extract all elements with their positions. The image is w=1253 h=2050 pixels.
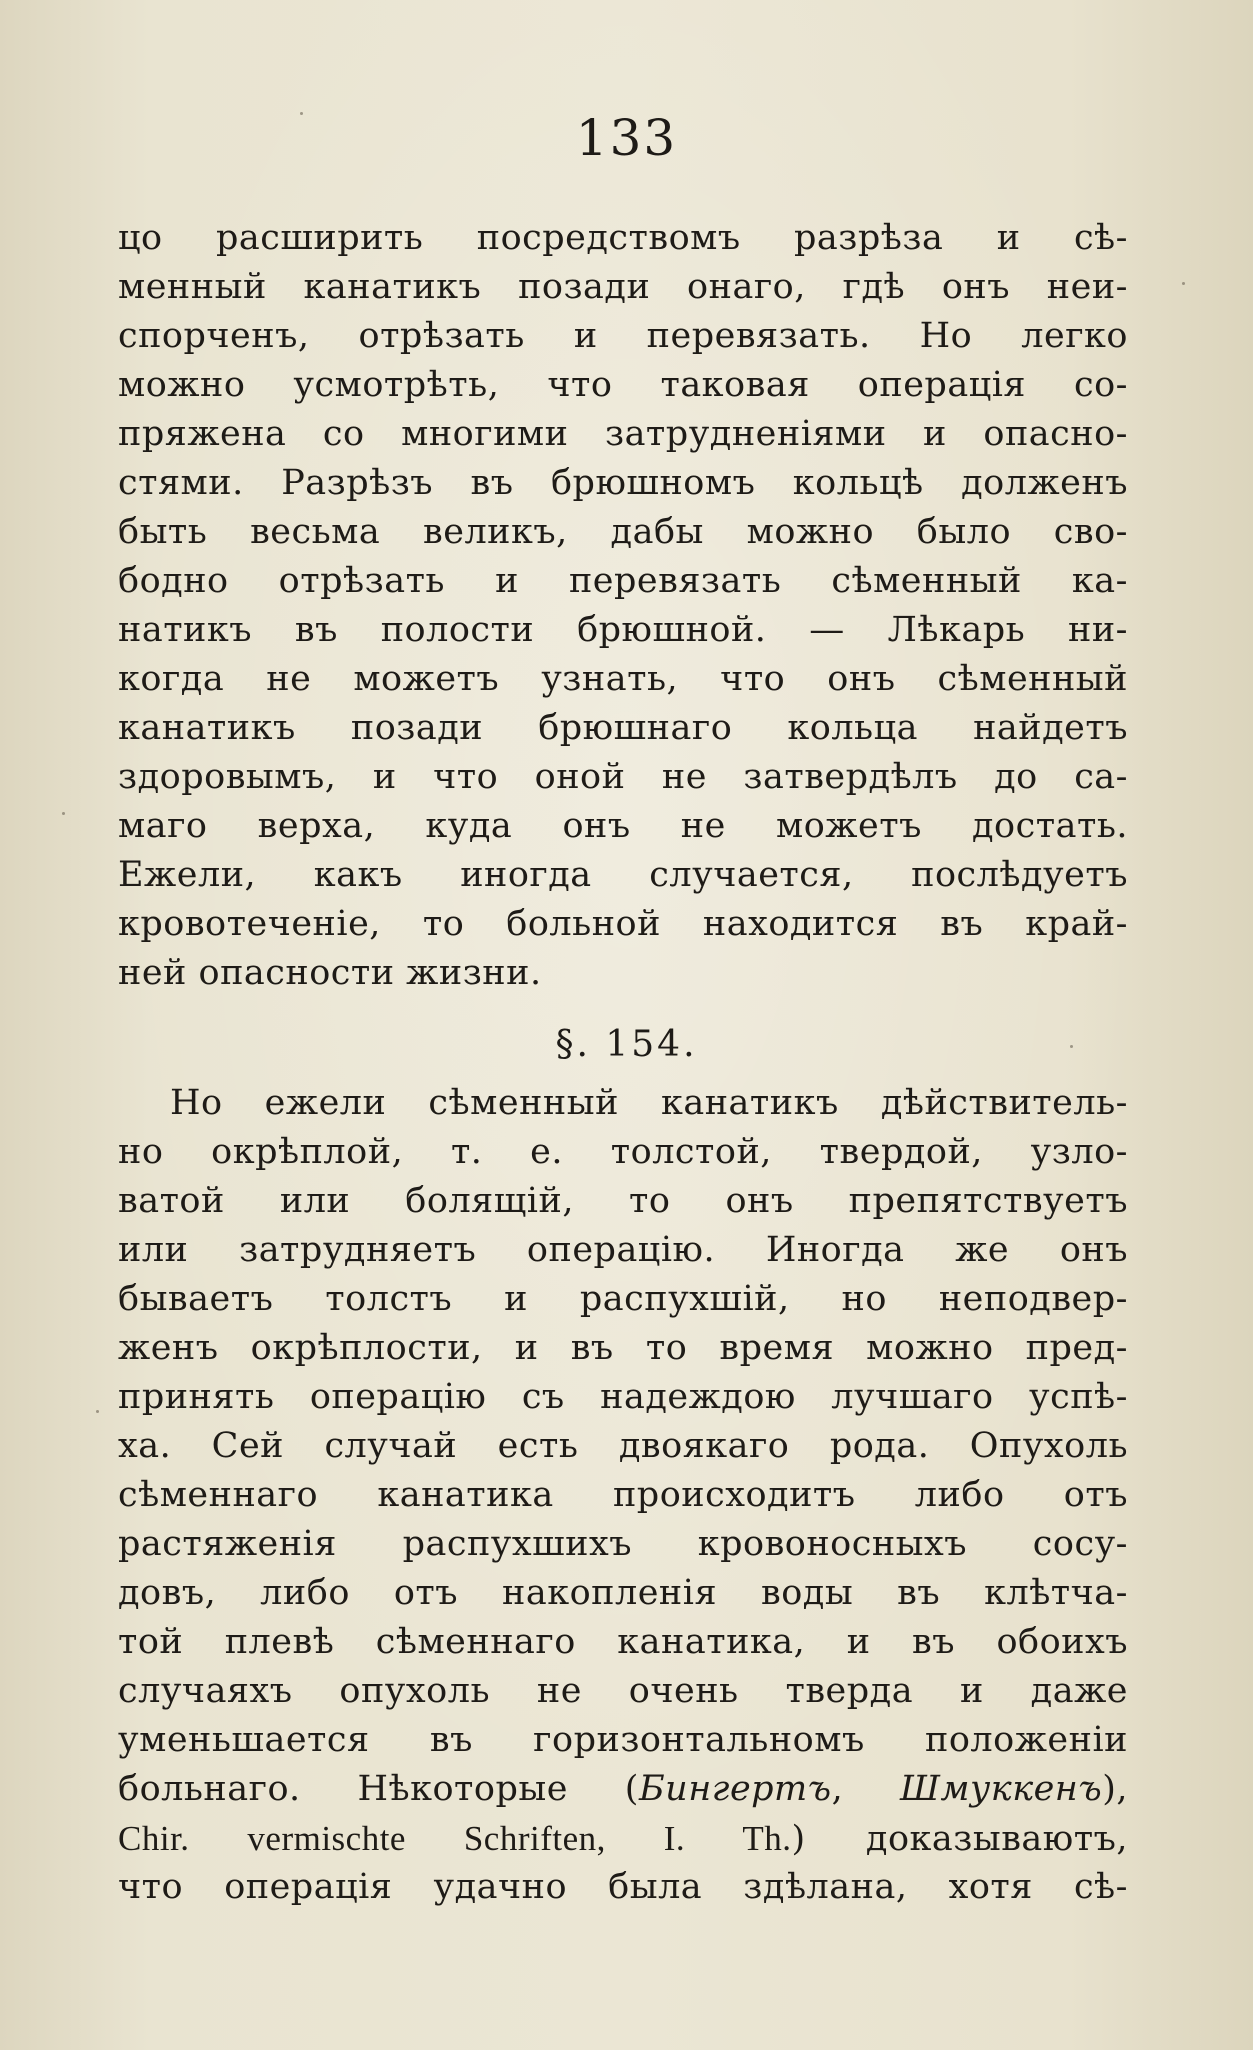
paragraph-2 [118, 1079, 1128, 1912]
text-line: ватой или болящій, то онъ препятствуетъ [118, 1181, 1128, 1221]
paper-speck [300, 112, 303, 115]
author-name: Бингертъ [638, 1769, 832, 1809]
text-line: сѣменнаго канатика происходитъ либо отъ [118, 1475, 1128, 1515]
paragraph-1 [118, 214, 1128, 998]
paper-speck [1070, 1045, 1073, 1048]
text-line: канатикъ позади брюшнаго кольца найдетъ [118, 708, 1128, 748]
latin-reference: Chir. vermischte Schriften, I. Th. [118, 1819, 792, 1858]
text-line: довъ, либо отъ накопленія воды въ клѣтча- [118, 1573, 1128, 1613]
text-line: цо расширить посредствомъ разрѣза и сѣ- [118, 218, 1128, 258]
text-line: или затрудняетъ операцію. Иногда же онъ [118, 1230, 1128, 1270]
author-name: Шмуккенъ [900, 1769, 1103, 1809]
text-line: спорченъ, отрѣзать и перевязать. Но легко [118, 316, 1128, 356]
text-line: маго верха, куда онъ не можетъ достать. [118, 806, 1128, 846]
text-line: уменьшается въ горизонтальномъ положеніи [118, 1720, 1128, 1760]
text-line: менный канатикъ позади онаго, гдѣ онъ неи- [118, 267, 1128, 307]
text-line: женъ окрѣплости, и въ то время можно пред- [118, 1328, 1128, 1368]
text-fragment: , [831, 1769, 901, 1809]
text-line: ха. Сей случай есть двоякаго рода. Опухоль [118, 1426, 1128, 1466]
text-line: растяженія распухшихъ кровоносныхъ сосу- [118, 1524, 1128, 1564]
text-line: случаяхъ опухоль не очень тверда и даже [118, 1671, 1128, 1711]
text-fragment: ), [1102, 1769, 1128, 1809]
text-line: можно усмотрѣть, что таковая операція со- [118, 365, 1128, 405]
text-line: бываетъ толстъ и распухшій, но неподвер- [118, 1279, 1128, 1319]
text-line: кровотеченіе, то больной находится въ край- [118, 904, 1128, 944]
text-line: здоровымъ, и что оной не затвердѣлъ до са- [118, 757, 1128, 797]
section-heading: §. 154. [555, 1024, 698, 1065]
text-line: когда не можетъ узнать, что онъ сѣменный [118, 659, 1128, 699]
paper-speck [62, 812, 65, 815]
text-line: принять операцію съ надеждою лучшаго успѣ- [118, 1377, 1128, 1417]
page-number: 133 [575, 109, 678, 167]
text-fragment: больнаго. Нѣкоторые ( [118, 1769, 639, 1809]
text-line: бодно отрѣзать и перевязать сѣменный ка- [118, 561, 1128, 601]
text-line: той плевѣ сѣменнаго канатика, и въ обоихъ [118, 1622, 1128, 1662]
text-line: но окрѣплой, т. е. толстой, твердой, узло- [118, 1132, 1128, 1172]
text-line: быть весьма великъ, дабы можно было сво- [118, 512, 1128, 552]
text-line-with-reference [118, 1814, 1128, 1863]
text-line: стями. Разрѣзъ въ брюшномъ кольцѣ долженъ [118, 463, 1128, 503]
text-line-with-citation [118, 1765, 1128, 1814]
text-line: Но ежели сѣменный канатикъ дѣйствитель- [170, 1083, 1128, 1123]
text-line: что операція удачно была здѣлана, хотя сѣ- [118, 1867, 1128, 1907]
paper-speck [96, 1410, 99, 1413]
text-line: Ежели, какъ иногда случается, послѣдуетъ [118, 855, 1128, 895]
text-line: пряжена со многими затрудненіями и опасно- [118, 414, 1128, 454]
text-line: ней опасности жизни. [118, 953, 542, 993]
text-fragment: ) доказываютъ, [791, 1819, 1129, 1859]
paper-speck [1182, 282, 1185, 285]
text-line: натикъ въ полости брюшной. — Лѣкарь ни- [118, 610, 1128, 650]
